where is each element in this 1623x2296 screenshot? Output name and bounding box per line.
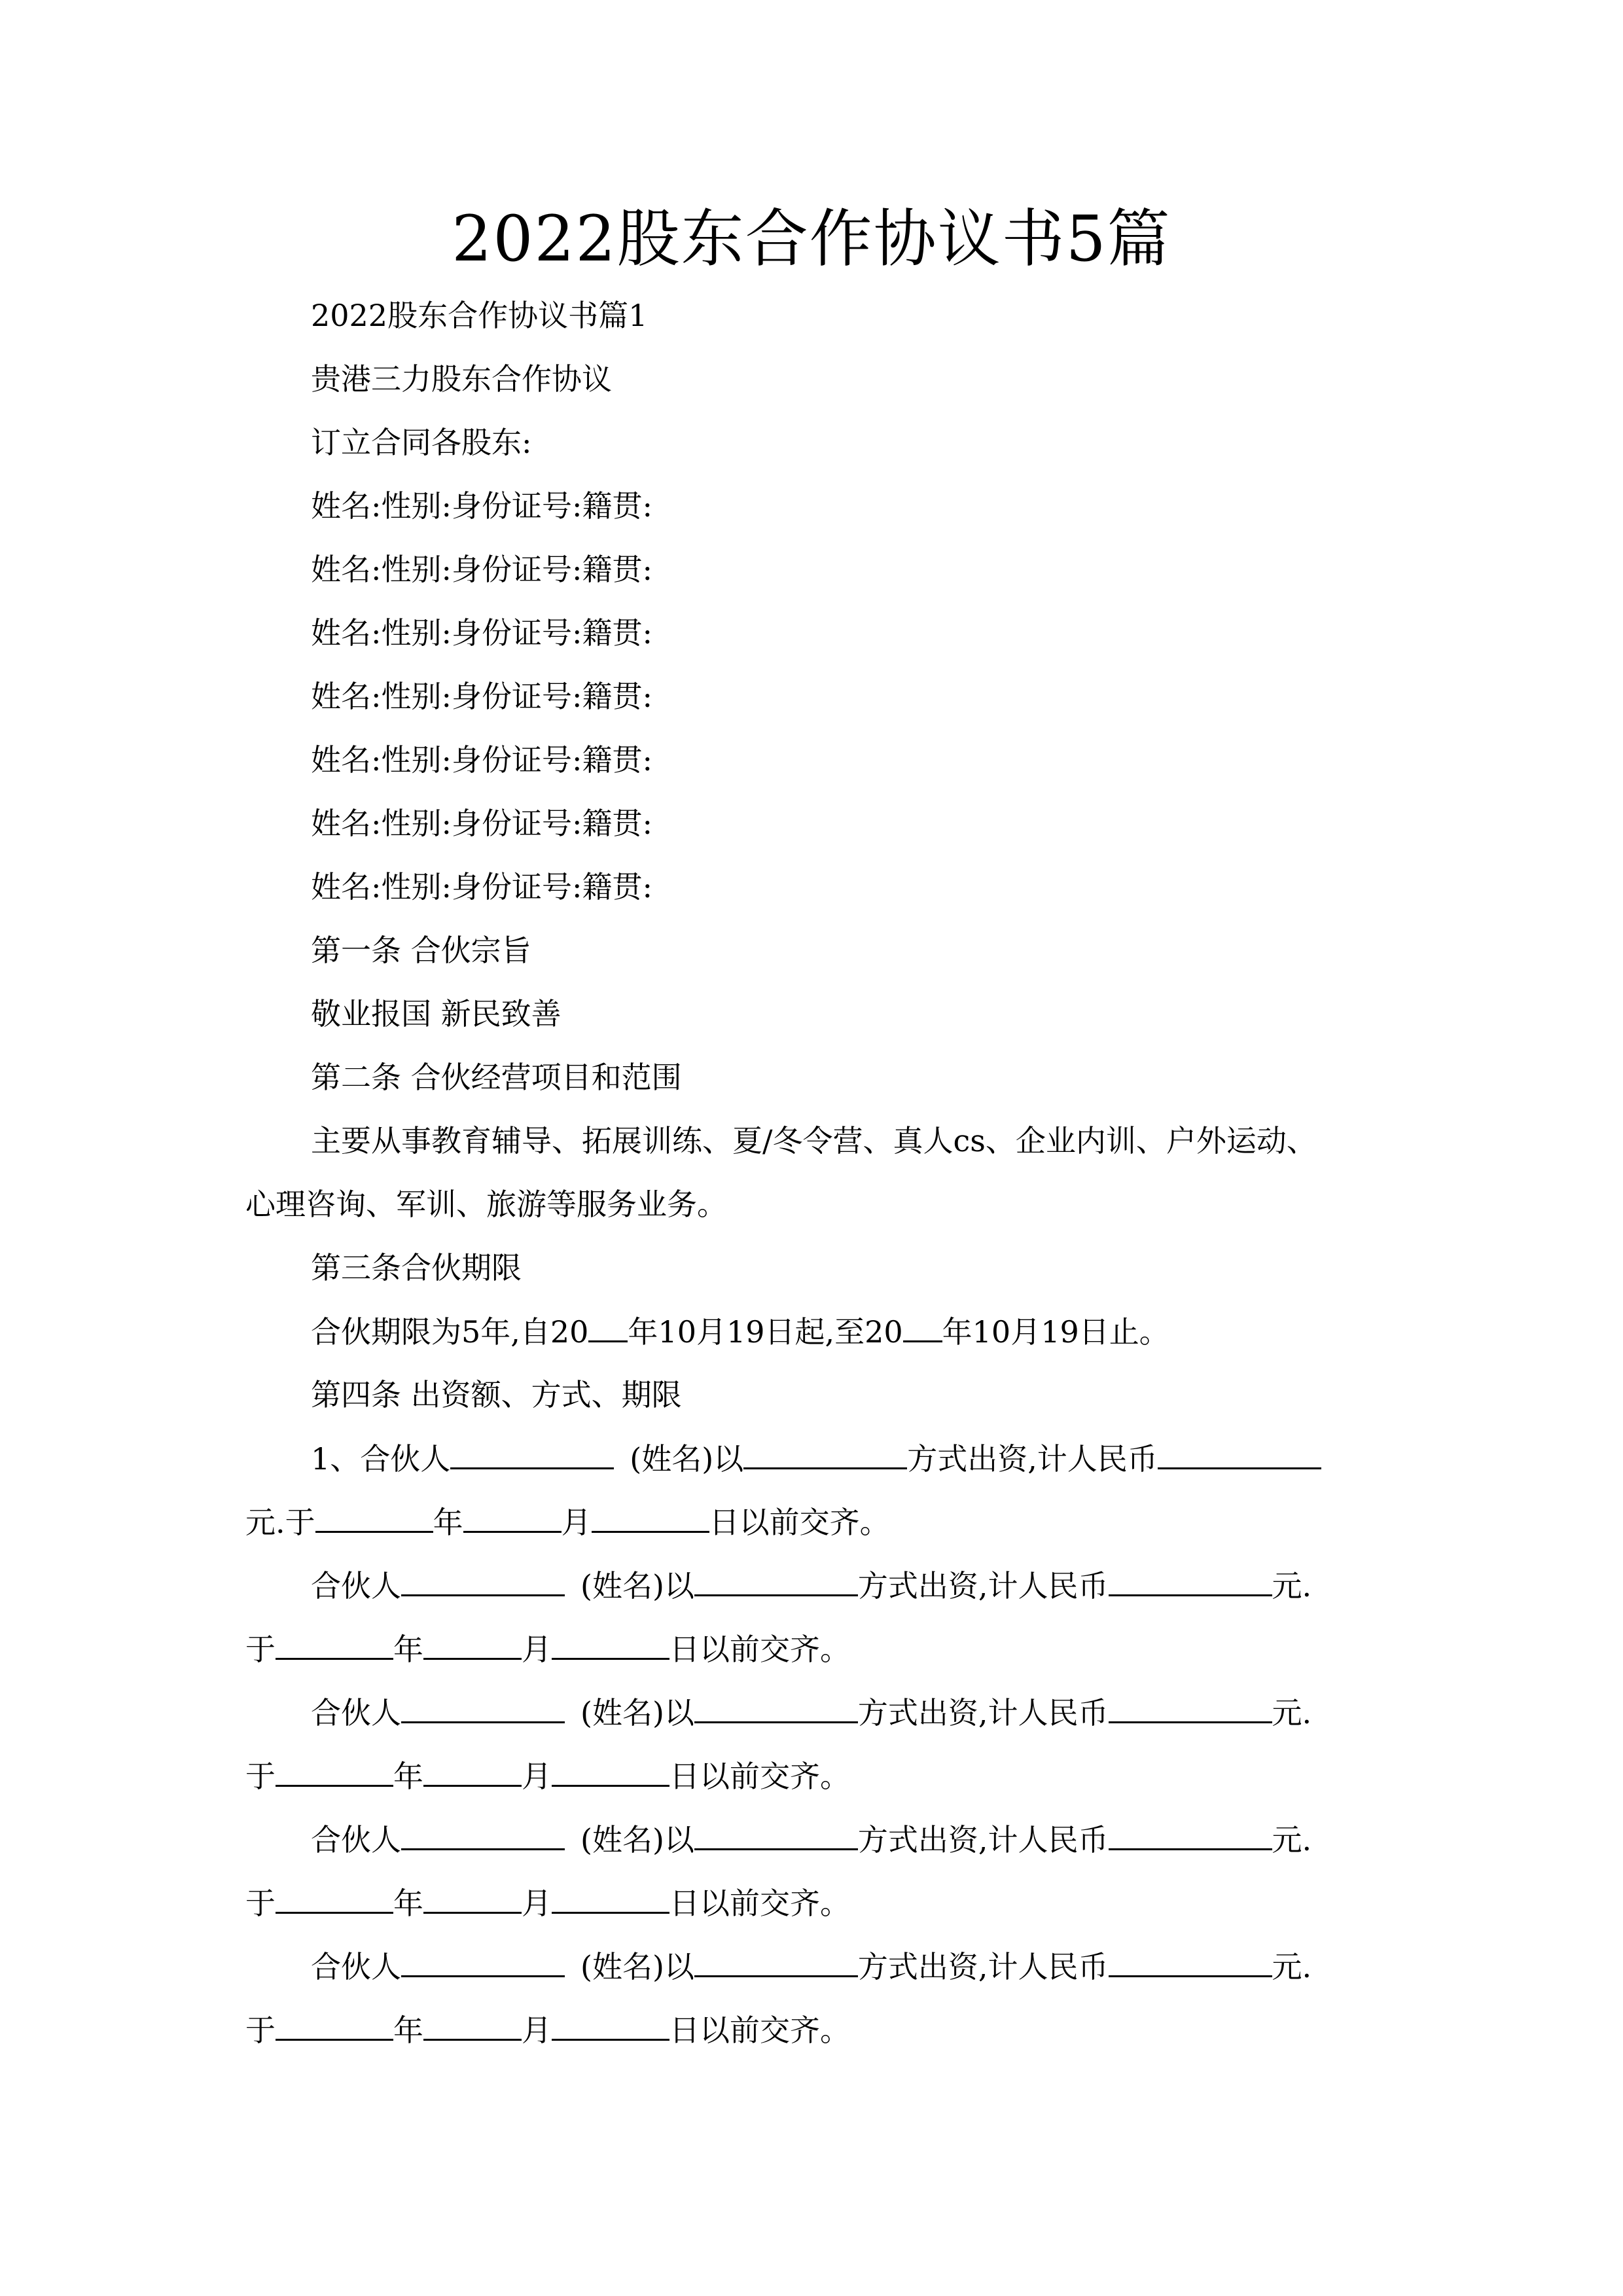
text: 方式出资,计人民币 [857, 1568, 1109, 1604]
text: 1、合伙人 [311, 1441, 451, 1477]
article2-title: 第二条 合伙经营项目和范围 [311, 1060, 682, 1095]
blank-field [276, 1629, 393, 1660]
article1-body: 敬业报国 新民致善 [311, 996, 562, 1031]
text: 合伙人 [311, 1695, 401, 1731]
contribution-entry-line1 [311, 1693, 1311, 1732]
blank-field [276, 1883, 393, 1914]
agreement-name: 贵港三力股东合作协议 [311, 361, 612, 397]
blank-field [588, 1312, 628, 1342]
text: 方式出资,计人民币 [907, 1441, 1158, 1477]
text: 日以前交齐。 [669, 1886, 850, 1921]
party-fields-line: 姓名:性别:身份证号:籍贯: [311, 552, 652, 587]
blank-field [463, 1502, 562, 1533]
blank-field [903, 1312, 942, 1342]
article1-title: 第一条 合伙宗旨 [311, 933, 531, 968]
text: 于 [245, 1632, 276, 1667]
text: 日以前交齐。 [669, 1632, 850, 1667]
contribution-entry-line2 [245, 2010, 850, 2050]
text: 方式出资,计人民币 [857, 1822, 1109, 1857]
contribution-entry-line2 [245, 1502, 890, 1542]
text: 合伙期限为5年,自20 [311, 1314, 589, 1350]
text: 元. [1272, 1568, 1312, 1604]
article3-body [311, 1312, 1169, 1352]
party-fields-line: 姓名:性别:身份证号:籍贯: [311, 488, 652, 524]
blank-field [552, 1883, 669, 1914]
blank-field [1109, 1946, 1272, 1977]
blank-field [1158, 1439, 1321, 1469]
section-heading: 2022股东合作协议书篇1 [311, 298, 648, 333]
text: 年 [393, 1632, 423, 1667]
blank-field [552, 1629, 669, 1660]
contribution-entry-line1 [311, 1439, 1321, 1479]
text: (姓名)以 [580, 1568, 694, 1604]
parties-intro: 订立合同各股东: [311, 425, 532, 460]
text: 方式出资,计人民币 [857, 1949, 1109, 1984]
text: 元. [245, 1505, 285, 1540]
text: 于 [245, 1759, 276, 1794]
text: 合伙人 [311, 1949, 401, 1984]
blank-field [592, 1502, 709, 1533]
blank-field [315, 1502, 433, 1533]
text: 年 [393, 1759, 423, 1794]
blank-field [423, 2010, 522, 2041]
contribution-entry-line1 [311, 1566, 1311, 1605]
blank-field [694, 1566, 858, 1596]
contribution-entry-line1 [311, 1820, 1311, 1859]
text: 年10月19日起,至20 [628, 1314, 903, 1350]
article4-title: 第四条 出资额、方式、期限 [311, 1377, 682, 1412]
article2-body-line1: 主要从事教育辅导、拓展训练、夏/冬令营、真人cs、企业内训、户外运动、 [311, 1123, 1317, 1158]
text: 月 [522, 1759, 552, 1794]
party-fields-line: 姓名:性别:身份证号:籍贯: [311, 806, 652, 841]
party-fields-line: 姓名:性别:身份证号:籍贯: [311, 742, 652, 778]
article2-body-line2: 心理咨询、军训、旅游等服务业务。 [245, 1187, 727, 1222]
text: 合伙人 [311, 1822, 401, 1857]
blank-field [450, 1439, 614, 1469]
blank-field [401, 1946, 565, 1977]
text: (姓名)以 [630, 1441, 744, 1477]
text: (姓名)以 [580, 1822, 694, 1857]
text: 方式出资,计人民币 [857, 1695, 1109, 1731]
text: 年10月19日止。 [942, 1314, 1169, 1350]
blank-field [552, 2010, 669, 2041]
text: 月 [522, 2013, 552, 2048]
document-title: 2022股东合作协议书5篇 [452, 202, 1171, 276]
blank-field [743, 1439, 907, 1469]
text: 合伙人 [311, 1568, 401, 1604]
blank-field [276, 1756, 393, 1787]
contribution-entry-line2 [245, 1756, 850, 1796]
blank-field [552, 1756, 669, 1787]
text: 月 [522, 1886, 552, 1921]
text: 年 [393, 1886, 423, 1921]
text: (姓名)以 [580, 1695, 694, 1731]
text: 日以前交齐。 [669, 2013, 850, 2048]
party-fields-line: 姓名:性别:身份证号:籍贯: [311, 869, 652, 905]
party-fields-line: 姓名:性别:身份证号:籍贯: [311, 615, 652, 651]
blank-field [1109, 1566, 1272, 1596]
blank-field [694, 1693, 858, 1723]
text: 于 [285, 1505, 315, 1540]
text: 于 [245, 1886, 276, 1921]
contribution-entry-line1 [311, 1946, 1311, 1986]
blank-field [694, 1820, 858, 1850]
blank-field [401, 1693, 565, 1723]
contribution-entry-line2 [245, 1629, 850, 1669]
blank-field [423, 1629, 522, 1660]
blank-field [694, 1946, 858, 1977]
contribution-entry-line2 [245, 1883, 850, 1923]
text: 元. [1272, 1949, 1312, 1984]
text: (姓名)以 [580, 1949, 694, 1984]
text: 元. [1272, 1695, 1312, 1731]
blank-field [423, 1883, 522, 1914]
blank-field [276, 2010, 393, 2041]
blank-field [1109, 1820, 1272, 1850]
party-fields-line: 姓名:性别:身份证号:籍贯: [311, 679, 652, 714]
text: 月 [561, 1505, 592, 1540]
blank-field [401, 1820, 565, 1850]
blank-field [401, 1566, 565, 1596]
article3-title: 第三条合伙期限 [311, 1250, 522, 1285]
text: 年 [433, 1505, 463, 1540]
text: 日以前交齐。 [669, 1759, 850, 1794]
blank-field [1109, 1693, 1272, 1723]
text: 日以前交齐。 [709, 1505, 890, 1540]
text: 年 [393, 2013, 423, 2048]
text: 元. [1272, 1822, 1312, 1857]
blank-field [423, 1756, 522, 1787]
text: 月 [522, 1632, 552, 1667]
text: 于 [245, 2013, 276, 2048]
